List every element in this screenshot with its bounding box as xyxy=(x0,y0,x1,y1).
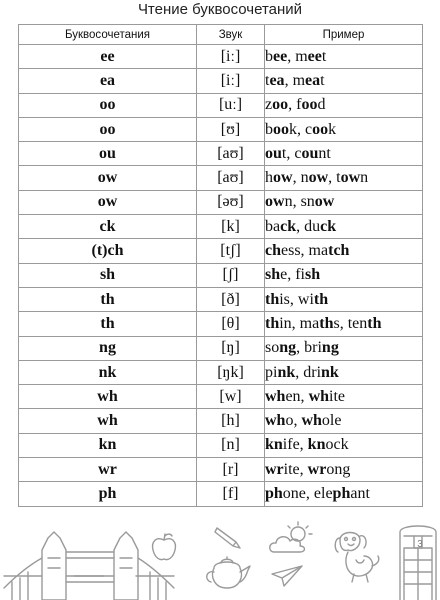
example-text: pi xyxy=(265,363,278,381)
letter-combination-cell: kn xyxy=(19,433,197,457)
letter-combination-cell: sh xyxy=(19,263,197,287)
sound-cell: [ŋ] xyxy=(197,336,265,360)
example-cell xyxy=(265,433,423,457)
highlighted-letters: sh xyxy=(305,266,321,284)
highlighted-letters: wr xyxy=(307,460,327,478)
highlighted-letters: ow xyxy=(340,169,361,187)
highlighted-letters: ee xyxy=(307,47,322,65)
example-text: s, ten xyxy=(333,314,368,332)
example-cell xyxy=(265,263,423,287)
example-text: en, xyxy=(285,387,309,405)
letter-combination-cell: th xyxy=(19,312,197,336)
example-cell xyxy=(265,142,423,166)
example-text: , n xyxy=(292,169,309,187)
letter-combination-cell: wr xyxy=(19,458,197,482)
example-text: b xyxy=(265,47,273,65)
sound-cell: [r] xyxy=(197,458,265,482)
example-text: b xyxy=(265,120,273,138)
sound-cell: [k] xyxy=(197,215,265,239)
highlighted-letters: ng xyxy=(279,339,297,357)
example-text: ite, xyxy=(283,460,308,478)
dog-icon xyxy=(330,526,386,586)
highlighted-letters: wh xyxy=(308,387,330,405)
table-row xyxy=(19,385,423,409)
example-text: ant xyxy=(350,484,370,502)
example-text: ong xyxy=(326,460,351,478)
highlighted-letters: tch xyxy=(328,242,350,260)
example-cell xyxy=(265,409,423,433)
highlighted-letters: kn xyxy=(265,436,283,454)
sound-cell: [aʊ] xyxy=(197,142,265,166)
highlighted-letters: ck xyxy=(320,217,337,235)
letter-combination-cell: oo xyxy=(19,117,197,141)
example-text: ba xyxy=(265,217,281,235)
column-header-sound: Звук xyxy=(197,25,265,45)
table-row xyxy=(19,409,423,433)
example-text: n, sn xyxy=(284,193,315,211)
example-text: t xyxy=(265,71,270,89)
highlighted-letters: oo xyxy=(273,120,289,138)
example-text: z xyxy=(265,96,273,114)
table-row xyxy=(19,215,423,239)
pencil-icon xyxy=(214,524,242,550)
highlighted-letters: nk xyxy=(321,363,339,381)
example-text: , m xyxy=(284,71,306,89)
sound-cell: [iː] xyxy=(197,45,265,69)
sound-cell: [uː] xyxy=(197,93,265,117)
page-title: Чтение буквосочетаний xyxy=(137,1,303,18)
highlighted-letters: nk xyxy=(277,363,296,381)
example-cell xyxy=(265,482,423,506)
example-text: , du xyxy=(296,217,321,235)
example-cell xyxy=(265,215,423,239)
highlighted-letters: oo xyxy=(312,120,329,138)
letter-combination-cell: wh xyxy=(19,409,197,433)
sound-cell: [aʊ] xyxy=(197,166,265,190)
example-cell xyxy=(265,239,423,263)
table-row xyxy=(19,239,423,263)
letter-combination-cell: ou xyxy=(19,142,197,166)
example-text: one, ele xyxy=(282,484,333,502)
highlighted-letters: ow xyxy=(314,193,335,211)
example-text: , dri xyxy=(295,363,322,381)
highlighted-letters: th xyxy=(265,314,280,332)
letter-combination-cell: (t)ch xyxy=(19,239,197,263)
highlighted-letters: ow xyxy=(265,193,285,211)
highlighted-letters: ou xyxy=(265,144,282,162)
highlighted-letters: ow xyxy=(308,169,329,187)
example-cell xyxy=(265,336,423,360)
example-cell xyxy=(265,166,423,190)
highlighted-letters: ph xyxy=(332,484,351,502)
highlighted-letters: ph xyxy=(265,484,283,502)
highlighted-letters: oo xyxy=(272,96,289,114)
sound-cell: [n] xyxy=(197,433,265,457)
letter-combination-cell: wh xyxy=(19,385,197,409)
letter-combination-cell: oo xyxy=(19,93,197,117)
sound-cell: [h] xyxy=(197,409,265,433)
highlighted-letters: th xyxy=(265,290,280,308)
apple-icon xyxy=(150,532,178,562)
highlighted-letters: ea xyxy=(269,71,285,89)
highlighted-letters: wh xyxy=(265,387,286,405)
sound-cell: [ʊ] xyxy=(197,117,265,141)
letter-combination-cell: ow xyxy=(19,190,197,214)
highlighted-letters: ng xyxy=(321,339,339,357)
example-text: h xyxy=(265,169,273,187)
letter-combination-cell: ow xyxy=(19,166,197,190)
example-cell xyxy=(265,45,423,69)
table-row xyxy=(19,312,423,336)
example-cell xyxy=(265,360,423,384)
letter-combination-cell: ck xyxy=(19,215,197,239)
example-text: o, xyxy=(285,412,302,430)
cloud-sun-icon xyxy=(268,522,318,558)
example-text: t xyxy=(320,71,325,89)
example-cell xyxy=(265,458,423,482)
example-text: is, wi xyxy=(279,290,314,308)
letter-combinations-table xyxy=(18,24,423,507)
example-text: , bri xyxy=(296,339,322,357)
sound-cell: [ð] xyxy=(197,287,265,311)
sound-cell: [w] xyxy=(197,385,265,409)
example-text: , f xyxy=(288,96,302,114)
decorative-illustrations xyxy=(0,518,440,600)
example-text: nt xyxy=(318,144,331,162)
tower-bridge-icon xyxy=(4,528,174,600)
letter-combination-cell: ng xyxy=(19,336,197,360)
example-text: in, ma xyxy=(279,314,320,332)
example-text: ole xyxy=(321,412,342,430)
example-text: n xyxy=(360,169,369,187)
table-row xyxy=(19,190,423,214)
highlighted-letters: th xyxy=(313,290,329,308)
table-header-row xyxy=(19,25,423,45)
table-row xyxy=(19,142,423,166)
example-text: , t xyxy=(328,169,341,187)
letter-combination-cell: ee xyxy=(19,45,197,69)
example-cell xyxy=(265,287,423,311)
table-row xyxy=(19,433,423,457)
table-row xyxy=(19,69,423,93)
sound-cell: [iː] xyxy=(197,69,265,93)
highlighted-letters: wr xyxy=(265,460,284,478)
sound-cell: [əʊ] xyxy=(197,190,265,214)
example-cell xyxy=(265,117,423,141)
column-header-letters: Буквосочетания xyxy=(19,25,197,45)
phone-box-icon xyxy=(396,518,440,600)
phone-box-number: 3 xyxy=(417,539,423,550)
highlighted-letters: ck xyxy=(280,217,297,235)
highlighted-letters: ea xyxy=(305,71,321,89)
letter-combination-cell: ea xyxy=(19,69,197,93)
column-header-example: Пример xyxy=(265,25,423,45)
table-row xyxy=(19,287,423,311)
table-row xyxy=(19,93,423,117)
example-text: ife, xyxy=(282,436,308,454)
teapot-icon xyxy=(202,554,254,594)
letter-combination-cell: nk xyxy=(19,360,197,384)
highlighted-letters: oo xyxy=(301,96,318,114)
example-cell xyxy=(265,385,423,409)
table-row xyxy=(19,166,423,190)
example-text: , m xyxy=(287,47,308,65)
highlighted-letters: th xyxy=(367,314,382,332)
table-row xyxy=(19,458,423,482)
table-row xyxy=(19,117,423,141)
example-text: t, c xyxy=(281,144,302,162)
example-text: ock xyxy=(325,436,349,454)
highlighted-letters: sh xyxy=(265,266,281,284)
example-cell xyxy=(265,312,423,336)
highlighted-letters: th xyxy=(319,314,334,332)
paper-plane-icon xyxy=(270,564,304,588)
table-row xyxy=(19,360,423,384)
highlighted-letters: ee xyxy=(273,47,288,65)
example-text: so xyxy=(265,339,280,357)
sound-cell: [ʃ] xyxy=(197,263,265,287)
table-row xyxy=(19,336,423,360)
highlighted-letters: wh xyxy=(301,412,322,430)
highlighted-letters: kn xyxy=(307,436,326,454)
example-text: e, fi xyxy=(280,266,305,284)
example-text: k, c xyxy=(289,120,313,138)
table-row xyxy=(19,482,423,506)
sound-cell: [ŋk] xyxy=(197,360,265,384)
example-text: t xyxy=(321,47,327,65)
highlighted-letters: ou xyxy=(301,144,319,162)
example-text: k xyxy=(328,120,337,138)
example-text: d xyxy=(317,96,326,114)
example-text: ite xyxy=(329,387,346,405)
sound-cell: [θ] xyxy=(197,312,265,336)
table-row xyxy=(19,45,423,69)
highlighted-letters: ow xyxy=(273,169,293,187)
letter-combination-cell: ph xyxy=(19,482,197,506)
highlighted-letters: wh xyxy=(265,412,286,430)
highlighted-letters: ch xyxy=(265,242,281,260)
example-cell xyxy=(265,93,423,117)
sound-cell: [f] xyxy=(197,482,265,506)
example-text: ess, ma xyxy=(281,242,329,260)
table-row xyxy=(19,263,423,287)
sound-cell: [tʃ] xyxy=(197,239,265,263)
example-cell xyxy=(265,69,423,93)
example-cell xyxy=(265,190,423,214)
letter-combination-cell: th xyxy=(19,287,197,311)
